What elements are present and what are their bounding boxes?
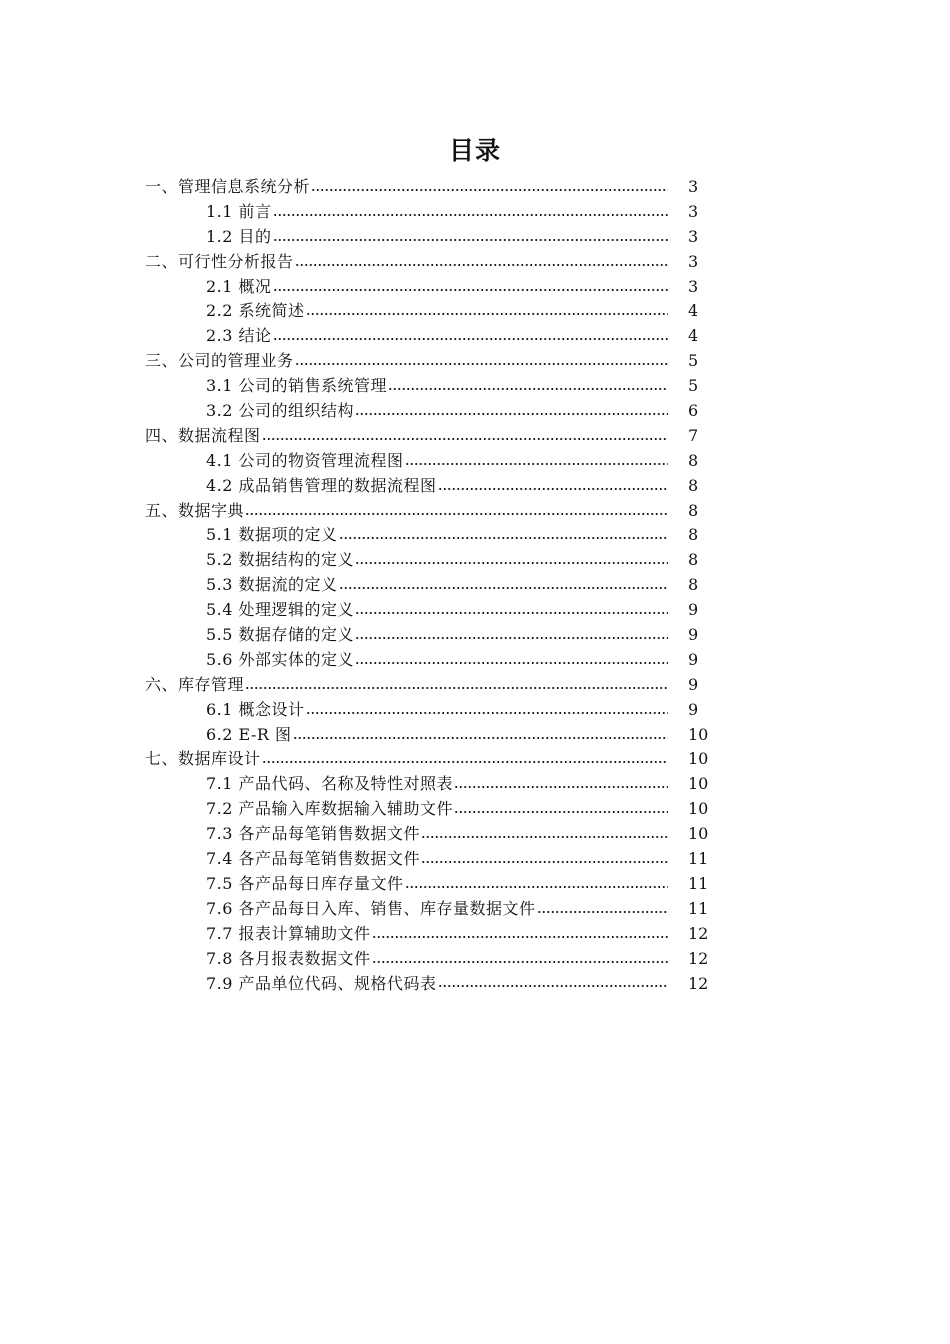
toc-dot-leader <box>293 737 668 739</box>
toc-dot-leader <box>311 189 668 191</box>
toc-entry-label: 7.1 产品代码、名称及特性对照表 <box>206 774 454 794</box>
toc-page-number: 11 <box>688 849 709 869</box>
toc-section-entry[interactable] <box>0 225 950 250</box>
toc-entry-body <box>206 623 676 648</box>
toc-entry-body <box>145 499 676 524</box>
toc-page-number: 6 <box>688 401 699 421</box>
toc-entry-body <box>206 723 676 748</box>
toc-page-number: 11 <box>688 873 709 893</box>
toc-entry-body <box>206 449 676 474</box>
toc-entry-label: 2.1 概况 <box>206 276 272 296</box>
toc-dot-leader <box>295 363 668 365</box>
toc-entry-label: 7.6 各产品每日入库、销售、库存量数据文件 <box>206 898 536 918</box>
toc-entry-label: 5.4 处理逻辑的定义 <box>206 600 355 620</box>
toc-entry-body <box>206 598 676 623</box>
toc-entry-label: 1.1 前言 <box>206 201 272 221</box>
toc-page-number: 11 <box>688 898 709 918</box>
toc-page-number: 12 <box>688 973 709 993</box>
toc-entry-label: 5.1 数据项的定义 <box>206 525 338 545</box>
toc-chapter-entry[interactable] <box>0 499 950 524</box>
toc-section-entry[interactable] <box>0 200 950 225</box>
toc-entry-label: 5.2 数据结构的定义 <box>206 550 355 570</box>
toc-dot-leader <box>273 239 668 241</box>
toc-page-number: 9 <box>688 674 699 694</box>
toc-page-number: 4 <box>688 301 699 321</box>
toc-page-number: 8 <box>688 450 699 470</box>
toc-page-number: 3 <box>688 251 699 271</box>
toc-section-entry[interactable] <box>0 573 950 598</box>
toc-section-entry[interactable] <box>0 648 950 673</box>
toc-page-number: 4 <box>688 326 699 346</box>
toc-chapter-entry[interactable] <box>0 747 950 772</box>
toc-section-entry[interactable] <box>0 474 950 499</box>
toc-section-entry[interactable] <box>0 399 950 424</box>
toc-page-number: 3 <box>688 226 699 246</box>
toc-section-entry[interactable] <box>0 897 950 922</box>
toc-entry-label: 四、数据流程图 <box>145 425 261 445</box>
toc-page-number: 8 <box>688 525 699 545</box>
toc-entry-body <box>206 922 676 947</box>
toc-entry-label: 5.5 数据存储的定义 <box>206 625 355 645</box>
toc-dot-leader <box>454 811 668 813</box>
toc-list <box>0 175 950 996</box>
toc-section-entry[interactable] <box>0 548 950 573</box>
toc-dot-leader <box>355 637 668 639</box>
toc-dot-leader <box>306 313 668 315</box>
toc-page-number: 12 <box>688 948 709 968</box>
toc-chapter-entry[interactable] <box>0 349 950 374</box>
toc-section-entry[interactable] <box>0 872 950 897</box>
toc-section-entry[interactable] <box>0 523 950 548</box>
toc-section-entry[interactable] <box>0 623 950 648</box>
toc-section-entry[interactable] <box>0 324 950 349</box>
toc-entry-label: 一、管理信息系统分析 <box>145 177 311 196</box>
toc-page-number: 9 <box>688 649 699 669</box>
toc-chapter-entry[interactable] <box>0 250 950 275</box>
toc-section-entry[interactable] <box>0 822 950 847</box>
toc-page-number: 9 <box>688 699 699 719</box>
toc-page-number: 7 <box>688 425 699 445</box>
toc-dot-leader <box>262 761 668 763</box>
toc-entry-body <box>145 349 676 374</box>
toc-entry-body <box>206 822 676 847</box>
toc-section-entry[interactable] <box>0 922 950 947</box>
toc-section-entry[interactable] <box>0 275 950 300</box>
toc-entry-body <box>145 673 676 698</box>
toc-entry-body <box>206 324 676 349</box>
toc-dot-leader <box>454 786 668 788</box>
toc-dot-leader <box>355 662 668 664</box>
toc-page-number: 3 <box>688 276 699 296</box>
toc-dot-leader <box>355 413 668 415</box>
toc-entry-label: 三、公司的管理业务 <box>145 351 294 371</box>
toc-entry-label: 4.2 成品销售管理的数据流程图 <box>206 475 437 495</box>
toc-entry-label: 7.2 产品输入库数据输入辅助文件 <box>206 799 454 819</box>
toc-section-entry[interactable] <box>0 449 950 474</box>
toc-entry-label: 3.1 公司的销售系统管理 <box>206 376 388 396</box>
toc-entry-label: 6.1 概念设计 <box>206 699 305 719</box>
toc-page-number: 3 <box>688 177 699 196</box>
toc-dot-leader <box>273 289 668 291</box>
toc-entry-label: 六、库存管理 <box>145 674 245 694</box>
toc-entry-body <box>145 250 676 275</box>
toc-entry-label: 1.2 目的 <box>206 226 272 246</box>
toc-entry-body <box>206 698 676 723</box>
toc-page-number: 10 <box>688 749 709 769</box>
toc-dot-leader <box>405 886 668 888</box>
toc-page-number: 5 <box>688 376 699 396</box>
toc-entry-body <box>206 573 676 598</box>
toc-entry-body <box>206 972 676 997</box>
toc-entry-body <box>206 399 676 424</box>
toc-page-number: 8 <box>688 500 699 520</box>
toc-entry-label: 二、可行性分析报告 <box>145 251 294 271</box>
toc-entry-body <box>206 200 676 225</box>
toc-entry-body <box>145 747 676 772</box>
toc-entry-body <box>206 947 676 972</box>
toc-entry-body <box>206 648 676 673</box>
toc-entry-body <box>206 299 676 324</box>
toc-dot-leader <box>339 587 668 589</box>
toc-dot-leader <box>245 513 668 515</box>
toc-dot-leader <box>355 612 668 614</box>
toc-section-entry[interactable] <box>0 299 950 324</box>
toc-entry-label: 3.2 公司的组织结构 <box>206 401 355 421</box>
toc-entry-body <box>206 772 676 797</box>
toc-dot-leader <box>355 562 668 564</box>
toc-entry-label: 7.8 各月报表数据文件 <box>206 948 371 968</box>
toc-page-number: 9 <box>688 600 699 620</box>
toc-section-entry[interactable] <box>0 374 950 399</box>
toc-entry-label: 五、数据字典 <box>145 500 245 520</box>
toc-page-number: 10 <box>688 724 709 744</box>
toc-entry-body <box>206 275 676 300</box>
toc-dot-leader <box>245 687 668 689</box>
toc-entry-label: 七、数据库设计 <box>145 749 261 769</box>
toc-dot-leader <box>421 861 668 863</box>
toc-dot-leader <box>438 488 668 490</box>
toc-entry-label: 5.3 数据流的定义 <box>206 575 338 595</box>
toc-dot-leader <box>438 985 668 987</box>
toc-section-entry[interactable] <box>0 847 950 872</box>
toc-dot-leader <box>372 936 668 938</box>
toc-entry-body <box>206 847 676 872</box>
toc-dot-leader <box>372 961 668 963</box>
toc-section-entry[interactable] <box>0 772 950 797</box>
toc-section-entry[interactable] <box>0 723 950 748</box>
toc-page-number: 12 <box>688 923 709 943</box>
toc-dot-leader <box>405 463 668 465</box>
toc-page-number: 10 <box>688 824 709 844</box>
toc-page-number: 5 <box>688 351 699 371</box>
toc-dot-leader <box>295 264 668 266</box>
toc-dot-leader <box>273 338 668 340</box>
toc-entry-body <box>206 374 676 399</box>
toc-page-number: 8 <box>688 550 699 570</box>
toc-section-entry[interactable] <box>0 797 950 822</box>
toc-entry-label: 7.7 报表计算辅助文件 <box>206 923 371 943</box>
toc-chapter-entry[interactable] <box>0 673 950 698</box>
toc-entry-body <box>206 872 676 897</box>
toc-page-number: 3 <box>688 201 699 221</box>
toc-entry-label: 4.1 公司的物资管理流程图 <box>206 450 404 470</box>
toc-dot-leader <box>421 836 668 838</box>
toc-entry-body <box>206 797 676 822</box>
toc-dot-leader <box>537 911 668 913</box>
toc-dot-leader <box>306 712 668 714</box>
toc-entry-label: 7.4 各产品每笔销售数据文件 <box>206 849 421 869</box>
toc-entry-label: 7.5 各产品每日库存量文件 <box>206 873 404 893</box>
toc-entry-label: 7.9 产品单位代码、规格代码表 <box>206 973 437 993</box>
toc-chapter-entry[interactable] <box>0 175 950 200</box>
toc-dot-leader <box>339 537 668 539</box>
toc-section-entry[interactable] <box>0 972 950 997</box>
toc-entry-body <box>206 548 676 573</box>
toc-entry-body <box>206 523 676 548</box>
toc-entry-label: 5.6 外部实体的定义 <box>206 649 355 669</box>
toc-dot-leader <box>388 388 668 390</box>
toc-section-entry[interactable] <box>0 598 950 623</box>
toc-dot-leader <box>273 214 668 216</box>
toc-entry-body <box>206 225 676 250</box>
toc-section-entry[interactable] <box>0 947 950 972</box>
toc-page-number: 8 <box>688 575 699 595</box>
toc-entry-body <box>145 175 676 200</box>
toc-page-number: 10 <box>688 799 709 819</box>
toc-page-number: 8 <box>688 475 699 495</box>
toc-page-number: 9 <box>688 625 699 645</box>
toc-dot-leader <box>262 438 668 440</box>
toc-page-number: 10 <box>688 774 709 794</box>
toc-chapter-entry[interactable] <box>0 424 950 449</box>
toc-entry-body <box>145 424 676 449</box>
toc-entry-body <box>206 474 676 499</box>
toc-title: 目录 <box>448 136 501 165</box>
toc-entry-body <box>206 897 676 922</box>
toc-entry-label: 2.2 系统简述 <box>206 301 305 321</box>
toc-entry-label: 7.3 各产品每笔销售数据文件 <box>206 824 421 844</box>
toc-entry-label: 2.3 结论 <box>206 326 272 346</box>
toc-entry-label: 6.2 E-R 图 <box>206 724 292 744</box>
toc-section-entry[interactable] <box>0 698 950 723</box>
